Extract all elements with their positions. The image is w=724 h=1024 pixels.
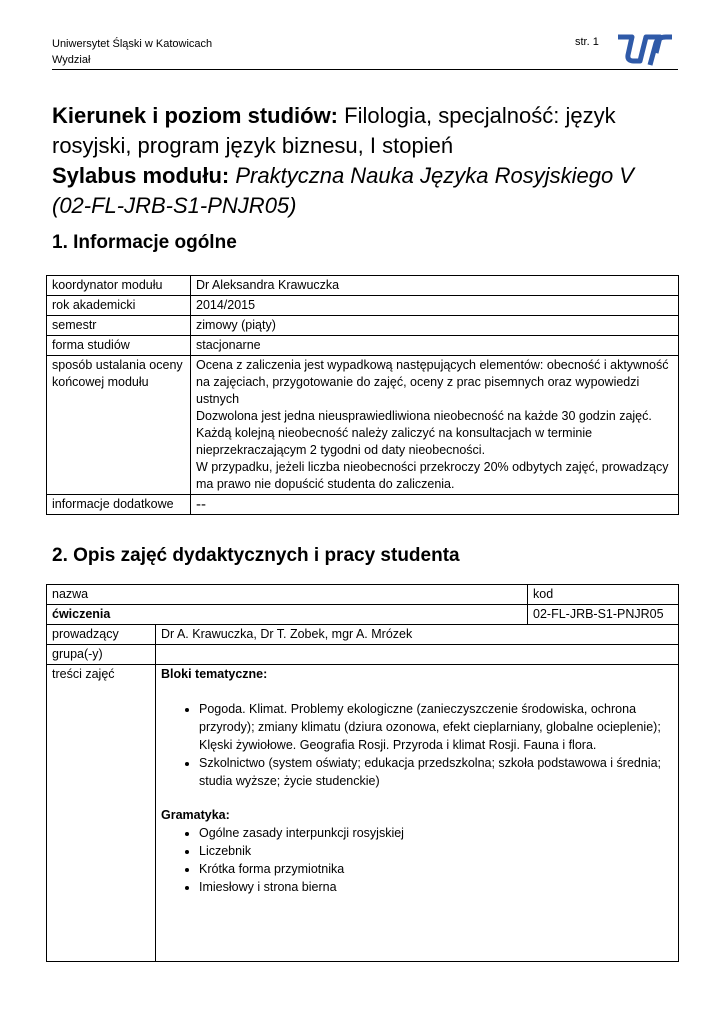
content-value <box>156 665 679 962</box>
list-item: • Imiesłowy i strona bierna <box>199 878 673 896</box>
row-key: rok akademicki <box>47 296 191 316</box>
page-header <box>52 36 212 68</box>
table-row <box>47 495 679 515</box>
row-value: stacjonarne <box>191 336 679 356</box>
title-line2-value: Praktyczna Nauka Języka Rosyjskiego V (02-FL-JRB-S1-PNJR05) <box>52 163 634 218</box>
list-item: • Krótka forma przymiotnika <box>199 860 673 878</box>
group-value <box>156 645 679 665</box>
title-line2-label: Sylabus modułu: <box>52 163 230 188</box>
row-value: zimowy (piąty) <box>191 316 679 336</box>
table-row <box>47 605 679 625</box>
university-name: Uniwersytet Śląski w Katowicach <box>52 38 213 50</box>
section1-heading: 1. Informacje ogólne <box>52 232 237 253</box>
header-divider <box>52 69 678 70</box>
table-row <box>47 296 679 316</box>
blocks-title: Bloki tematyczne: <box>161 667 268 681</box>
list-item: • Pogoda. Klimat. Problemy ekologiczne (zanieczyszczenie środowiska, ochrona przyrody); zmiany klimatu (dziura ozonowa, efekt cieplarniany, globalne ocieplenie); Klęski żywiołowe. Geografia Rosji. Przyroda i klimat Rosji. Fauna i flora. <box>199 700 673 754</box>
grading-paragraph: W przypadku, jeżeli liczba nieobecności przekroczy 20% odbytych zajęć, prowadzący ma prawo nie dopuścić studenta do zaliczenia. <box>196 460 669 491</box>
course-description-table <box>46 584 679 962</box>
teacher-label: prowadzący <box>47 625 156 645</box>
row-value: 2014/2015 <box>191 296 679 316</box>
table-row <box>47 665 679 962</box>
row-key: semestr <box>47 316 191 336</box>
grading-paragraph: Dozwolona jest jedna nieusprawiedliwiona nieobecność na każde 30 godzin zajęć. Każdą kolejną nieobecność należy zaliczyć na konsultacjach w terminie nieprzekraczającym 2 tygodni od daty nieobecności. <box>196 409 652 457</box>
info-value: -- <box>191 495 679 515</box>
list-item: • Liczebnik <box>199 842 673 860</box>
grammar-list <box>161 824 673 896</box>
document-title <box>52 101 678 221</box>
table-row <box>47 645 679 665</box>
table-row <box>47 585 679 605</box>
faculty-name: Wydział <box>52 54 91 66</box>
title-line1-label: Kierunek i poziom studiów: <box>52 103 339 128</box>
grading-key: sposób ustalania oceny końcowej modułu <box>47 356 191 495</box>
list-item: • Szkolnictwo (system oświaty; edukacja przedszkolna; szkoła podstawowa i średnia; studia wyższe; życie studenckie) <box>199 754 673 790</box>
row-key: koordynator modułu <box>47 276 191 296</box>
table-row <box>47 276 679 296</box>
table-row <box>47 356 679 495</box>
title-line1-value: Filologia, specjalność: język rosyjski, program język biznesu, I stopień <box>52 103 616 158</box>
section2-heading: 2. Opis zajęć dydaktycznych i pracy studenta <box>52 545 460 566</box>
university-logo-icon <box>612 31 674 69</box>
code-label: kod <box>528 585 679 605</box>
row-key: forma studiów <box>47 336 191 356</box>
teacher-value: Dr A. Krawuczka, Dr T. Zobek, mgr A. Mrózek <box>156 625 679 645</box>
info-key: informacje dodatkowe <box>47 495 191 515</box>
code-value: 02-FL-JRB-S1-PNJR05 <box>528 605 679 625</box>
blocks-list <box>161 700 673 790</box>
content-label: treści zajęć <box>47 665 156 962</box>
table-row <box>47 336 679 356</box>
table-row <box>47 625 679 645</box>
grading-paragraph: Ocena z zaliczenia jest wypadkową następujących elementów: obecność i aktywność na zajęciach, przygotowanie do zajęć, oceny z prac pisemnych oraz wypowiedzi ustnych <box>196 358 669 406</box>
page-number: str. 1 <box>575 36 599 48</box>
grammar-title: Gramatyka: <box>161 808 230 822</box>
table-row <box>47 316 679 336</box>
grading-value <box>191 356 679 495</box>
name-value: ćwiczenia <box>47 605 528 625</box>
general-info-table <box>46 275 679 515</box>
group-label: grupa(-y) <box>47 645 156 665</box>
list-item: • Ogólne zasady interpunkcji rosyjskiej <box>199 824 673 842</box>
name-label: nazwa <box>47 585 528 605</box>
row-value: Dr Aleksandra Krawuczka <box>191 276 679 296</box>
